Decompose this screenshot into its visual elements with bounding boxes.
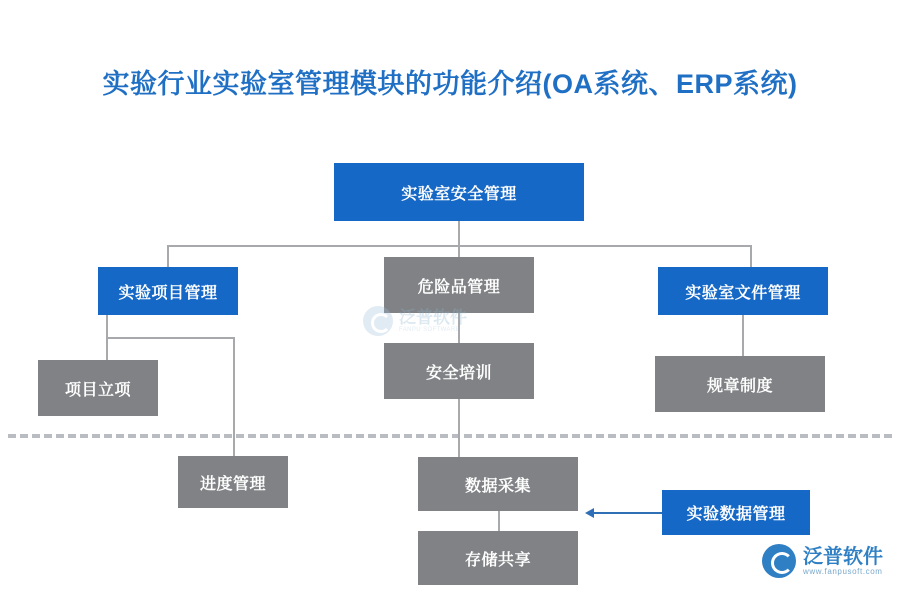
node-experiment-data-management[interactable] [662,490,810,535]
fanpu-logo-icon [762,544,796,578]
node-progress-management[interactable] [178,456,288,508]
connector-bus-docs [750,245,752,267]
node-label: 安全培训 [425,364,492,382]
connector-datamgmt-collect [592,512,662,514]
watermark-corner-text [803,546,883,577]
node-label: 实验数据管理 [686,506,786,523]
node-safety-training[interactable] [384,343,534,399]
watermark-center-brand: 泛普软件 [399,307,467,327]
node-storage-sharing[interactable] [418,531,578,585]
node-rules-and-regulations[interactable] [655,356,825,412]
connector-project-progress [233,337,235,456]
node-label: 存储共享 [464,551,531,569]
node-project-initiation[interactable] [38,360,158,416]
arrow-head-icon [585,508,594,518]
node-label: 危险品管理 [417,278,501,296]
connector-bus-project [167,245,169,267]
connector-project-stub [106,315,108,337]
connector-project-initiate [106,337,108,360]
watermark-center-sub: FANPU SOFTWARE [399,326,461,333]
dashed-divider [8,434,892,438]
connector-bus-hazmat [458,245,460,257]
node-label: 规章制度 [706,377,773,395]
watermark-center-text [399,309,467,333]
connector-project-bus [106,337,233,339]
node-label: 实验室文件管理 [685,284,801,302]
connector-training-collect [458,399,460,457]
connector-root-stub [458,221,460,245]
node-lab-document-management[interactable] [658,267,828,315]
fanpu-logo-icon [363,306,393,336]
node-experiment-project-management[interactable] [98,267,238,315]
page-title: 实验行业实验室管理模块的功能介绍(OA系统、ERP系统) [102,69,798,99]
watermark-corner-brand: 泛普软件 [803,545,883,568]
watermark-corner-sub: www.fanpusoft.com [803,566,883,576]
node-label: 项目立项 [64,381,131,399]
connector-docs-rules [742,315,744,356]
node-label: 实验室安全管理 [401,185,517,203]
node-label: 数据采集 [464,477,531,495]
node-label: 进度管理 [199,475,266,493]
node-label: 实验项目管理 [118,284,218,302]
watermark-corner [762,544,883,578]
connector-collect-storage [498,511,500,531]
watermark-center [363,300,543,342]
node-data-collection[interactable] [418,457,578,511]
node-lab-safety-management[interactable] [334,163,584,221]
